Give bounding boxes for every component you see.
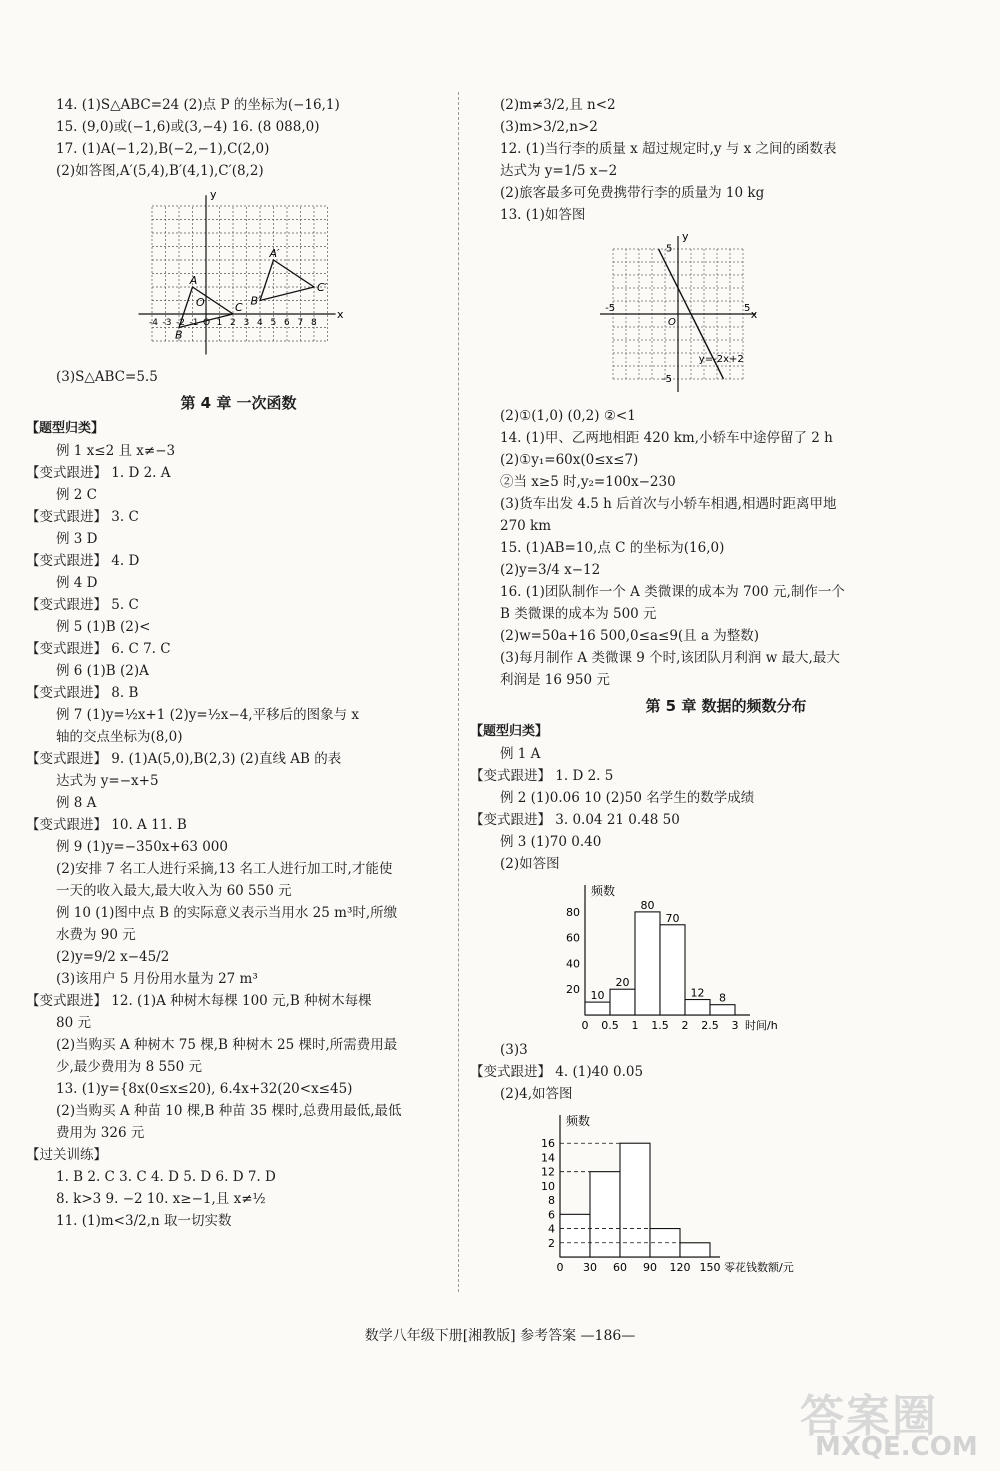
answer-line: 1. B 2. C 3. C 4. D 5. D 6. D 7. D [56,1169,276,1185]
data-label: 70 [665,911,680,925]
tick-label: 90 [643,1261,657,1274]
chapter-title: 第 5 章 数据的频数分布 [645,697,807,715]
y-axis-label: 频数 [591,884,616,898]
answer-line: 例 9 (1)y=−350x+63 000 [56,839,228,855]
answer-line: 8. k>3 9. −2 10. x≥−1,且 x≠½ [56,1191,266,1207]
answer-line: (2)y=9/2 x−45/2 [56,949,170,965]
answer-line: (2)m≠3/2,且 n<2 [500,97,616,113]
histogram-bar [685,1000,710,1015]
answer-line: 11. (1)m<3/2,n 取一切实数 [56,1213,232,1229]
tick-label: -2 [176,318,185,328]
answer-line: 16. (1)团队制作一个 A 类微课的成本为 700 元,制作一个 [500,584,845,600]
answer-line: (3)m>3/2,n>2 [500,119,598,135]
tick-label: 7 [297,318,304,328]
tick-label: -1 [189,318,199,328]
answer-line: (3)3 [500,1042,528,1058]
tick-label: 6 [548,1208,555,1222]
point-label: A [189,274,198,287]
origin-label: O [196,295,205,309]
answer-line: (2)安排 7 名工人进行采摘,13 名工人进行加工时,才能使 [56,861,393,877]
answer-line: 【变式跟进】 4. D [26,553,140,569]
answer-list [26,440,451,1232]
tick-label: 3 [243,318,250,328]
tick-label: 2 [230,318,236,328]
tick-label: 6 [284,318,290,328]
answer-line: 【变式跟进】 9. (1)A(5,0),B(2,3) (2)直线 AB 的表 [26,751,342,767]
tick-label: 5 [666,243,673,255]
answer-line: 15. (9,0)或(−1,6)或(3,−4) 16. (8 088,0) [56,119,320,135]
tick-label: 8 [311,318,317,328]
tick-label: 2 [548,1236,555,1250]
section-heading: 【题型归类】 [470,724,549,739]
tick-label: 30 [583,1261,597,1274]
tick-label: 150 [699,1261,721,1274]
answer-line: 例 8 A [56,795,97,811]
answer-line: 80 元 [56,1015,91,1031]
histogram-bar [710,1005,735,1015]
answer-list [470,94,982,226]
tick-label: 8 [548,1194,555,1208]
histogram-chart-money [470,1105,982,1275]
answer-line: 达式为 y=1/5 x−2 [500,163,618,179]
answer-line: (2)y=3/4 x−12 [500,562,601,578]
tick-label: O [203,318,211,328]
answer-line: 例 2 C [56,487,98,503]
left-column [26,94,451,1232]
coordinate-figure-triangle [26,182,451,362]
answer-list [470,405,982,691]
answer-line: (2)①y₁=60x(0≤x≤7) [500,452,639,468]
answer-line: 一天的收入最大,最大收入为 60 550 元 [56,883,292,899]
y-axis-label: 频数 [566,1114,591,1128]
column-divider [458,92,459,1292]
tick-label: 4 [548,1222,555,1236]
tick-label: 1.5 [651,1019,669,1032]
answer-line: 【变式跟进】 3. 0.04 21 0.48 50 [470,812,680,828]
tick-label: 5 [744,303,751,314]
data-label: 8 [719,991,726,1005]
tick-label: 2 [681,1019,689,1032]
answer-line: 15. (1)AB=10,点 C 的坐标为(16,0) [500,540,725,556]
tick-label: 2.5 [701,1019,719,1032]
answer-line: 【变式跟进】 6. C 7. C [26,641,171,657]
answer-line: (3)S△ABC=5.5 [56,369,158,385]
y-axis-label: y [210,187,217,201]
tick-label: 10 [541,1179,555,1193]
tick-label: 60 [566,931,580,945]
histogram-bar [585,1002,610,1015]
histogram-chart-time [470,875,982,1035]
answer-line: 【变式跟进】 3. C [26,509,139,525]
answer-line: 少,最少费用为 8 550 元 [56,1059,203,1075]
answer-line: (2)如答图 [500,856,560,872]
tick-label: -3 [162,318,172,328]
histogram-bar [560,1214,590,1257]
data-label: 20 [615,976,630,990]
tick-label: 3 [731,1019,739,1032]
tick-label: -5 [605,303,616,314]
histogram-bar [590,1172,620,1257]
histogram-bar [660,925,685,1015]
answer-line: (2)当购买 A 种苗 10 棵,B 种苗 35 棵时,总费用最低,最低 [56,1103,402,1119]
answer-line: 【变式跟进】 4. (1)40 0.05 [470,1064,644,1080]
tick-label: -5 [662,374,672,385]
point-label: B′ [250,294,261,308]
tick-label: 4 [257,318,263,328]
answer-line: (3)该用户 5 月份用水量为 27 m³ [56,971,258,987]
answer-line: 【变式跟进】 10. A 11. B [26,817,187,833]
answer-line: (3)每月制作 A 类微课 9 个时,该团队月利润 w 最大,最大 [500,650,840,666]
answer-line: 利润是 16 950 元 [500,672,610,688]
answer-line: (2)w=50a+16 500,0≤a≤9(且 a 为整数) [500,628,760,644]
tick-label: 60 [613,1261,627,1274]
answer-line: 例 10 (1)图中点 B 的实际意义表示当用水 25 m³时,所缴 [56,905,398,921]
x-axis-label: x [336,308,344,321]
answer-line: 达式为 y=−x+5 [56,773,159,789]
answer-line: (2)①(1,0) (0,2) ②<1 [500,408,636,424]
y-axis-label: y [682,229,689,243]
answer-line: 13. (1)y={8x(0≤x≤20), 6.4x+32(20<x≤45) [56,1081,353,1097]
histogram-bar [610,989,635,1015]
data-label: 80 [640,898,655,912]
tick-label: 14 [541,1151,555,1165]
watermark-logo: 答案圈 [800,1391,938,1442]
answer-line: 【变式跟进】 5. C [26,597,139,613]
watermark-site: MXQE.COM [815,1432,978,1462]
chapter-title: 第 4 章 一次函数 [180,394,297,412]
answer-line: 例 7 (1)y=½x+1 (2)y=½x−4,平移后的图象与 x [56,707,359,723]
answer-line: (2)如答图,A′(5,4),B′(4,1),C′(8,2) [56,163,264,179]
tick-label: 1 [631,1019,639,1032]
answer-line: 【变式跟进】 12. (1)A 种树木每棵 100 元,B 种树木每棵 [26,993,372,1009]
answer-line: 【变式跟进】 1. D 2. 5 [470,768,614,784]
tick-label: 120 [669,1261,691,1274]
answer-line: ②当 x≥5 时,y₂=100x−230 [500,474,676,490]
tick-label: 1 [216,318,223,328]
answer-line: 例 6 (1)B (2)A [56,663,149,679]
tick-label: 80 [566,905,580,919]
right-column [470,94,982,1279]
data-label: 12 [690,986,705,1000]
section-heading: 【题型归类】 [26,421,105,436]
tick-label: 0 [581,1019,589,1032]
tick-label: 5 [270,318,277,328]
histogram-bar [620,1143,650,1257]
answer-line: 14. (1)甲、乙两地相距 420 km,小轿车中途停留了 2 h [500,430,833,446]
point-label: C [235,301,243,314]
tick-label: -4 [149,318,158,328]
answer-line: (2)4,如答图 [500,1086,573,1102]
line-equation-label: y=-2x+2 [698,354,744,366]
answer-line: 14. (1)S△ABC=24 (2)点 P 的坐标为(−16,1) [56,97,340,113]
answer-line: 例 5 (1)B (2)< [56,619,151,635]
answer-line: 费用为 326 元 [56,1125,145,1141]
answer-line: 12. (1)当行李的质量 x 超过规定时,y 与 x 之间的函数表 [500,141,837,157]
tick-label: 0.5 [601,1019,619,1032]
x-axis-label: 零花钱数额/元 [724,1261,794,1274]
histogram-bar [635,912,660,1015]
tick-label: 20 [566,983,580,997]
histogram-bar [680,1243,710,1257]
data-label: 10 [590,989,605,1003]
answer-line: 17. (1)A(−1,2),B(−2,−1),C(2,0) [56,141,270,157]
answer-line: 【变式跟进】 8. B [26,685,139,701]
point-label: A′ [269,247,280,260]
answer-list [470,1039,982,1105]
answer-list [470,743,982,875]
tick-label: 12 [541,1165,555,1179]
answer-line: 【变式跟进】 1. D 2. A [26,465,171,481]
tick-label: 0 [556,1261,564,1274]
answer-line: 例 2 (1)0.06 10 (2)50 名学生的数学成绩 [500,790,755,806]
x-axis-label: 时间/h [745,1019,778,1032]
answer-line: 例 4 D [56,575,98,591]
answer-line: 轴的交点坐标为(8,0) [56,729,183,745]
answer-line: 水费为 90 元 [56,927,136,943]
answer-line: 例 1 A [500,746,541,762]
answer-line: 13. (1)如答图 [500,207,586,223]
point-label: C′ [317,281,328,294]
answer-line: 例 1 x≤2 且 x≠−3 [56,443,176,459]
answer-line: 例 3 (1)70 0.40 [500,834,602,850]
answer-line: (3)货车出发 4.5 h 后首次与小轿车相遇,相遇时距离甲地 [500,496,837,512]
answer-line: 【过关训练】 [26,1147,107,1163]
answer-line: (2)旅客最多可免费携带行李的质量为 10 kg [500,185,765,201]
x-axis-label: x [750,308,758,321]
answer-line: 例 3 D [56,531,98,547]
answer-line: (2)当购买 A 种树木 75 棵,B 种树木 25 棵时,所需费用最 [56,1037,398,1053]
coordinate-figure-line [470,226,982,401]
answer-line: B 类微课的成本为 500 元 [500,606,657,622]
page-footer: 数学八年级下册[湘教版] 参考答案 —186— [364,1328,636,1344]
origin-label: O [668,317,676,328]
answer-line: 270 km [500,518,552,534]
tick-label: 40 [566,957,580,971]
tick-label: 16 [541,1137,555,1151]
point-label: B [174,328,183,342]
